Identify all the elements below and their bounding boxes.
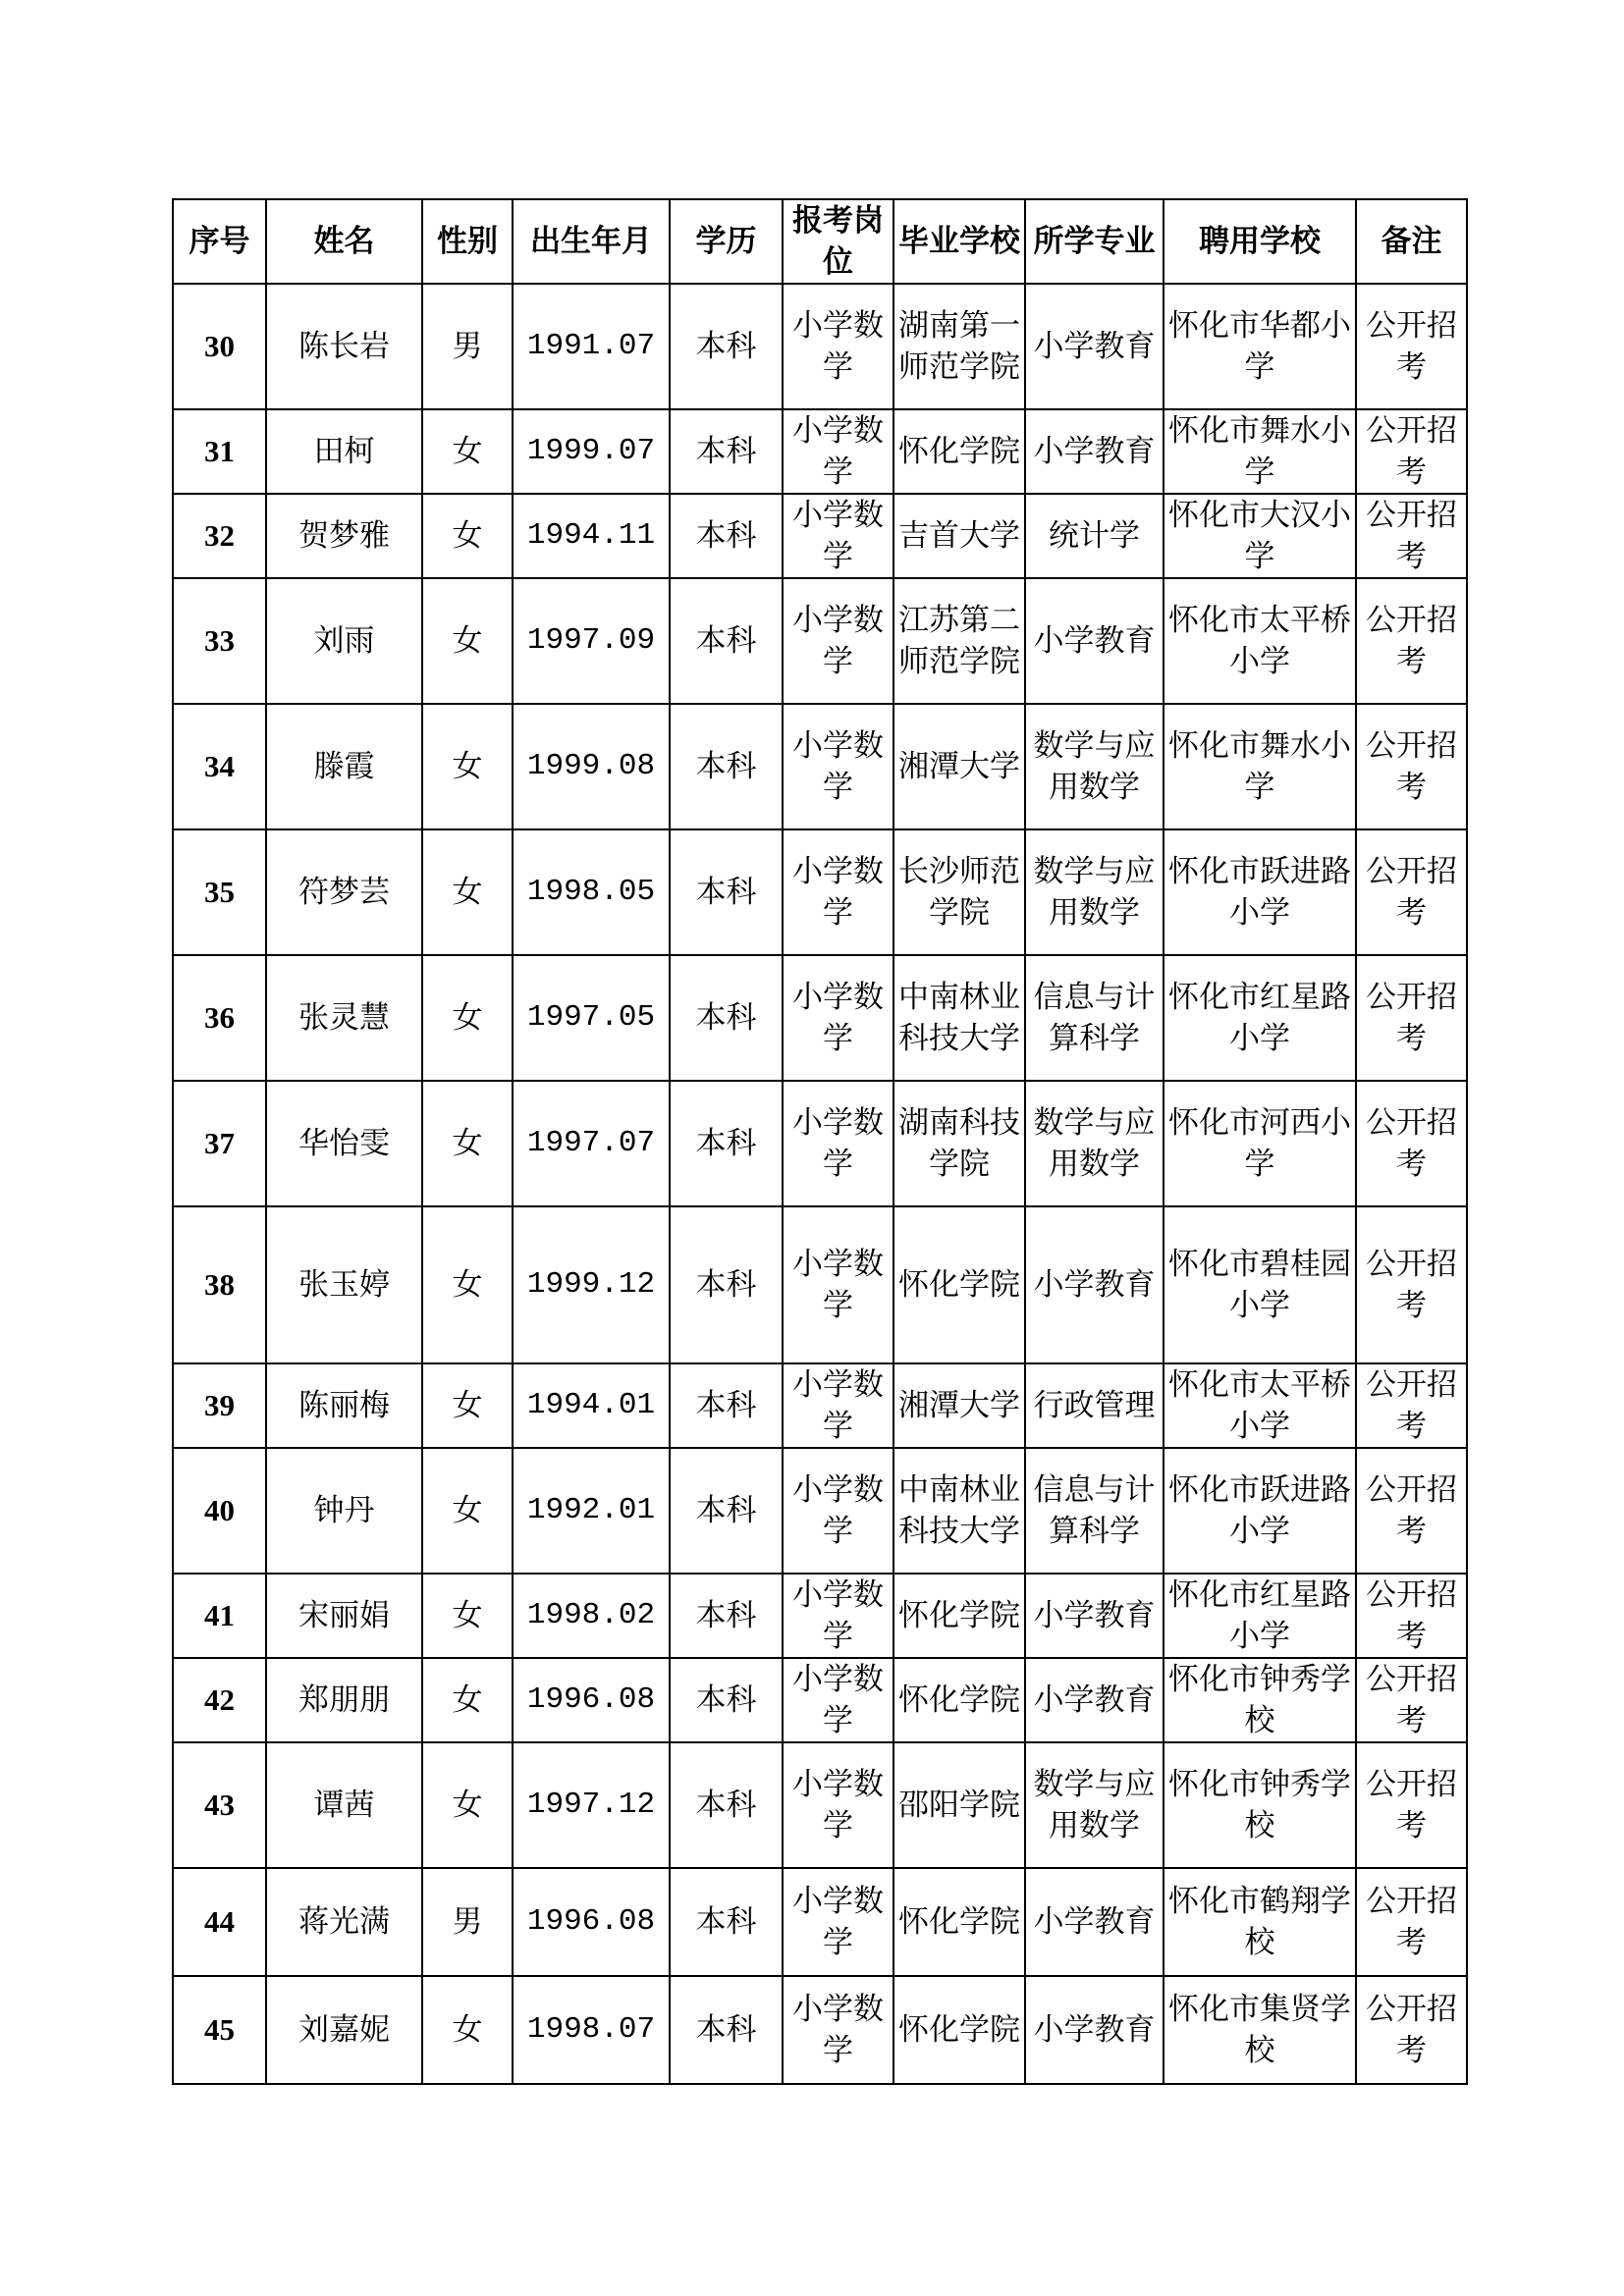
cell-note: 公开招考	[1356, 1448, 1467, 1574]
cell-note: 公开招考	[1356, 1574, 1467, 1658]
table-row	[173, 1363, 1467, 1448]
cell-post: 小学数学	[783, 409, 893, 494]
cell-name: 郑朋朋	[266, 1658, 422, 1742]
cell-post: 小学数学	[783, 829, 893, 955]
cell-major: 小学教育	[1025, 578, 1164, 704]
cell-birth: 1992.01	[513, 1448, 670, 1574]
cell-note: 公开招考	[1356, 829, 1467, 955]
cell-birth: 1999.12	[513, 1206, 670, 1363]
cell-school: 湖南科技学院	[893, 1081, 1025, 1206]
cell-note: 公开招考	[1356, 409, 1467, 494]
table-row	[173, 1574, 1467, 1658]
cell-employer: 怀化市鹤翔学校	[1164, 1868, 1356, 1976]
cell-school: 湖南第一师范学院	[893, 284, 1025, 409]
cell-name: 刘雨	[266, 578, 422, 704]
cell-employer: 怀化市华都小学	[1164, 284, 1356, 409]
cell-name: 滕霞	[266, 704, 422, 829]
cell-note: 公开招考	[1356, 578, 1467, 704]
cell-employer: 怀化市红星路小学	[1164, 1574, 1356, 1658]
cell-no: 44	[173, 1868, 266, 1976]
header-row	[173, 199, 1467, 284]
cell-school: 江苏第二师范学院	[893, 578, 1025, 704]
cell-major: 小学教育	[1025, 284, 1164, 409]
cell-post: 小学数学	[783, 1363, 893, 1448]
cell-employer: 怀化市钟秀学校	[1164, 1742, 1356, 1868]
cell-gender: 女	[422, 1658, 513, 1742]
cell-employer: 怀化市跃进路小学	[1164, 1448, 1356, 1574]
recruitment-table	[172, 198, 1468, 2085]
cell-gender: 男	[422, 1868, 513, 1976]
cell-note: 公开招考	[1356, 1363, 1467, 1448]
cell-major: 小学教育	[1025, 1976, 1164, 2084]
cell-no: 36	[173, 955, 266, 1081]
cell-major: 数学与应用数学	[1025, 1081, 1164, 1206]
cell-post: 小学数学	[783, 578, 893, 704]
cell-major: 数学与应用数学	[1025, 829, 1164, 955]
cell-school: 湘潭大学	[893, 704, 1025, 829]
cell-gender: 女	[422, 1976, 513, 2084]
cell-school: 长沙师范学院	[893, 829, 1025, 955]
cell-education: 本科	[670, 829, 783, 955]
cell-employer: 怀化市舞水小学	[1164, 704, 1356, 829]
cell-name: 陈丽梅	[266, 1363, 422, 1448]
table-row	[173, 829, 1467, 955]
cell-gender: 女	[422, 578, 513, 704]
cell-major: 统计学	[1025, 494, 1164, 578]
cell-employer: 怀化市大汉小学	[1164, 494, 1356, 578]
cell-major: 小学教育	[1025, 1658, 1164, 1742]
cell-employer: 怀化市跃进路小学	[1164, 829, 1356, 955]
cell-birth: 1997.07	[513, 1081, 670, 1206]
cell-name: 刘嘉妮	[266, 1976, 422, 2084]
cell-no: 38	[173, 1206, 266, 1363]
cell-post: 小学数学	[783, 1742, 893, 1868]
recruitment-table-container	[172, 198, 1468, 2085]
cell-gender: 男	[422, 284, 513, 409]
cell-major: 数学与应用数学	[1025, 1742, 1164, 1868]
cell-gender: 女	[422, 1363, 513, 1448]
cell-education: 本科	[670, 704, 783, 829]
cell-birth: 1998.07	[513, 1976, 670, 2084]
cell-name: 谭茜	[266, 1742, 422, 1868]
header-cell-gender: 性别	[422, 199, 513, 284]
cell-employer: 怀化市集贤学校	[1164, 1976, 1356, 2084]
cell-name: 符梦芸	[266, 829, 422, 955]
table-row	[173, 704, 1467, 829]
header-cell-employer: 聘用学校	[1164, 199, 1356, 284]
cell-no: 37	[173, 1081, 266, 1206]
cell-note: 公开招考	[1356, 704, 1467, 829]
cell-education: 本科	[670, 1742, 783, 1868]
header-cell-education: 学历	[670, 199, 783, 284]
cell-employer: 怀化市太平桥小学	[1164, 578, 1356, 704]
cell-post: 小学数学	[783, 1574, 893, 1658]
cell-gender: 女	[422, 955, 513, 1081]
cell-name: 华怡雯	[266, 1081, 422, 1206]
cell-no: 41	[173, 1574, 266, 1658]
cell-name: 钟丹	[266, 1448, 422, 1574]
cell-name: 蒋光满	[266, 1868, 422, 1976]
cell-education: 本科	[670, 1206, 783, 1363]
cell-major: 小学教育	[1025, 409, 1164, 494]
cell-school: 怀化学院	[893, 1206, 1025, 1363]
header-cell-no: 序号	[173, 199, 266, 284]
cell-gender: 女	[422, 829, 513, 955]
cell-education: 本科	[670, 1363, 783, 1448]
cell-major: 数学与应用数学	[1025, 704, 1164, 829]
cell-school: 中南林业科技大学	[893, 955, 1025, 1081]
cell-gender: 女	[422, 409, 513, 494]
table-row	[173, 409, 1467, 494]
cell-post: 小学数学	[783, 1658, 893, 1742]
cell-school: 怀化学院	[893, 1574, 1025, 1658]
cell-major: 小学教育	[1025, 1206, 1164, 1363]
cell-employer: 怀化市舞水小学	[1164, 409, 1356, 494]
cell-education: 本科	[670, 1448, 783, 1574]
cell-no: 45	[173, 1976, 266, 2084]
cell-name: 田柯	[266, 409, 422, 494]
cell-gender: 女	[422, 1742, 513, 1868]
cell-name: 张玉婷	[266, 1206, 422, 1363]
cell-post: 小学数学	[783, 1448, 893, 1574]
cell-major: 小学教育	[1025, 1868, 1164, 1976]
cell-employer: 怀化市碧桂园小学	[1164, 1206, 1356, 1363]
cell-school: 邵阳学院	[893, 1742, 1025, 1868]
cell-birth: 1991.07	[513, 284, 670, 409]
cell-no: 30	[173, 284, 266, 409]
cell-birth: 1994.11	[513, 494, 670, 578]
cell-education: 本科	[670, 578, 783, 704]
cell-school: 中南林业科技大学	[893, 1448, 1025, 1574]
cell-birth: 1998.02	[513, 1574, 670, 1658]
cell-no: 43	[173, 1742, 266, 1868]
cell-birth: 1999.08	[513, 704, 670, 829]
cell-major: 小学教育	[1025, 1574, 1164, 1658]
cell-education: 本科	[670, 955, 783, 1081]
cell-note: 公开招考	[1356, 1658, 1467, 1742]
cell-note: 公开招考	[1356, 284, 1467, 409]
cell-gender: 女	[422, 1448, 513, 1574]
cell-employer: 怀化市钟秀学校	[1164, 1658, 1356, 1742]
cell-birth: 1997.05	[513, 955, 670, 1081]
cell-education: 本科	[670, 1574, 783, 1658]
cell-school: 湘潭大学	[893, 1363, 1025, 1448]
table-row	[173, 494, 1467, 578]
cell-note: 公开招考	[1356, 1081, 1467, 1206]
cell-post: 小学数学	[783, 704, 893, 829]
cell-birth: 1998.05	[513, 829, 670, 955]
cell-employer: 怀化市河西小学	[1164, 1081, 1356, 1206]
cell-note: 公开招考	[1356, 1742, 1467, 1868]
cell-school: 怀化学院	[893, 1976, 1025, 2084]
cell-birth: 1997.09	[513, 578, 670, 704]
cell-post: 小学数学	[783, 1976, 893, 2084]
cell-post: 小学数学	[783, 1868, 893, 1976]
cell-education: 本科	[670, 1081, 783, 1206]
cell-name: 贺梦雅	[266, 494, 422, 578]
cell-school: 怀化学院	[893, 1658, 1025, 1742]
header-cell-post: 报考岗位	[783, 199, 893, 284]
cell-gender: 女	[422, 1574, 513, 1658]
table-row	[173, 1868, 1467, 1976]
table-row	[173, 1081, 1467, 1206]
table-row	[173, 1658, 1467, 1742]
header-cell-major: 所学专业	[1025, 199, 1164, 284]
header-cell-birth: 出生年月	[513, 199, 670, 284]
cell-note: 公开招考	[1356, 1976, 1467, 2084]
cell-gender: 女	[422, 1081, 513, 1206]
table-row	[173, 1206, 1467, 1363]
header-cell-name: 姓名	[266, 199, 422, 284]
cell-note: 公开招考	[1356, 1206, 1467, 1363]
cell-no: 39	[173, 1363, 266, 1448]
cell-gender: 女	[422, 704, 513, 829]
cell-birth: 1996.08	[513, 1658, 670, 1742]
cell-post: 小学数学	[783, 284, 893, 409]
cell-name: 陈长岩	[266, 284, 422, 409]
cell-employer: 怀化市太平桥小学	[1164, 1363, 1356, 1448]
table-row	[173, 578, 1467, 704]
table-row	[173, 1448, 1467, 1574]
cell-education: 本科	[670, 1658, 783, 1742]
cell-post: 小学数学	[783, 1081, 893, 1206]
table-row	[173, 1976, 1467, 2084]
cell-note: 公开招考	[1356, 494, 1467, 578]
cell-post: 小学数学	[783, 955, 893, 1081]
cell-no: 32	[173, 494, 266, 578]
cell-no: 42	[173, 1658, 266, 1742]
cell-education: 本科	[670, 494, 783, 578]
cell-no: 31	[173, 409, 266, 494]
cell-education: 本科	[670, 1976, 783, 2084]
cell-no: 33	[173, 578, 266, 704]
cell-birth: 1994.01	[513, 1363, 670, 1448]
cell-major: 信息与计算科学	[1025, 955, 1164, 1081]
cell-major: 信息与计算科学	[1025, 1448, 1164, 1574]
cell-school: 怀化学院	[893, 1868, 1025, 1976]
cell-note: 公开招考	[1356, 955, 1467, 1081]
table-row	[173, 955, 1467, 1081]
cell-birth: 1999.07	[513, 409, 670, 494]
cell-name: 张灵慧	[266, 955, 422, 1081]
cell-name: 宋丽娟	[266, 1574, 422, 1658]
cell-gender: 女	[422, 494, 513, 578]
cell-post: 小学数学	[783, 1206, 893, 1363]
cell-employer: 怀化市红星路小学	[1164, 955, 1356, 1081]
header-cell-school: 毕业学校	[893, 199, 1025, 284]
cell-note: 公开招考	[1356, 1868, 1467, 1976]
cell-birth: 1996.08	[513, 1868, 670, 1976]
table-row	[173, 284, 1467, 409]
cell-education: 本科	[670, 1868, 783, 1976]
cell-major: 行政管理	[1025, 1363, 1164, 1448]
table-row	[173, 1742, 1467, 1868]
cell-gender: 女	[422, 1206, 513, 1363]
header-cell-note: 备注	[1356, 199, 1467, 284]
cell-no: 40	[173, 1448, 266, 1574]
cell-school: 怀化学院	[893, 409, 1025, 494]
cell-school: 吉首大学	[893, 494, 1025, 578]
cell-no: 34	[173, 704, 266, 829]
cell-no: 35	[173, 829, 266, 955]
cell-birth: 1997.12	[513, 1742, 670, 1868]
cell-post: 小学数学	[783, 494, 893, 578]
cell-education: 本科	[670, 284, 783, 409]
cell-education: 本科	[670, 409, 783, 494]
